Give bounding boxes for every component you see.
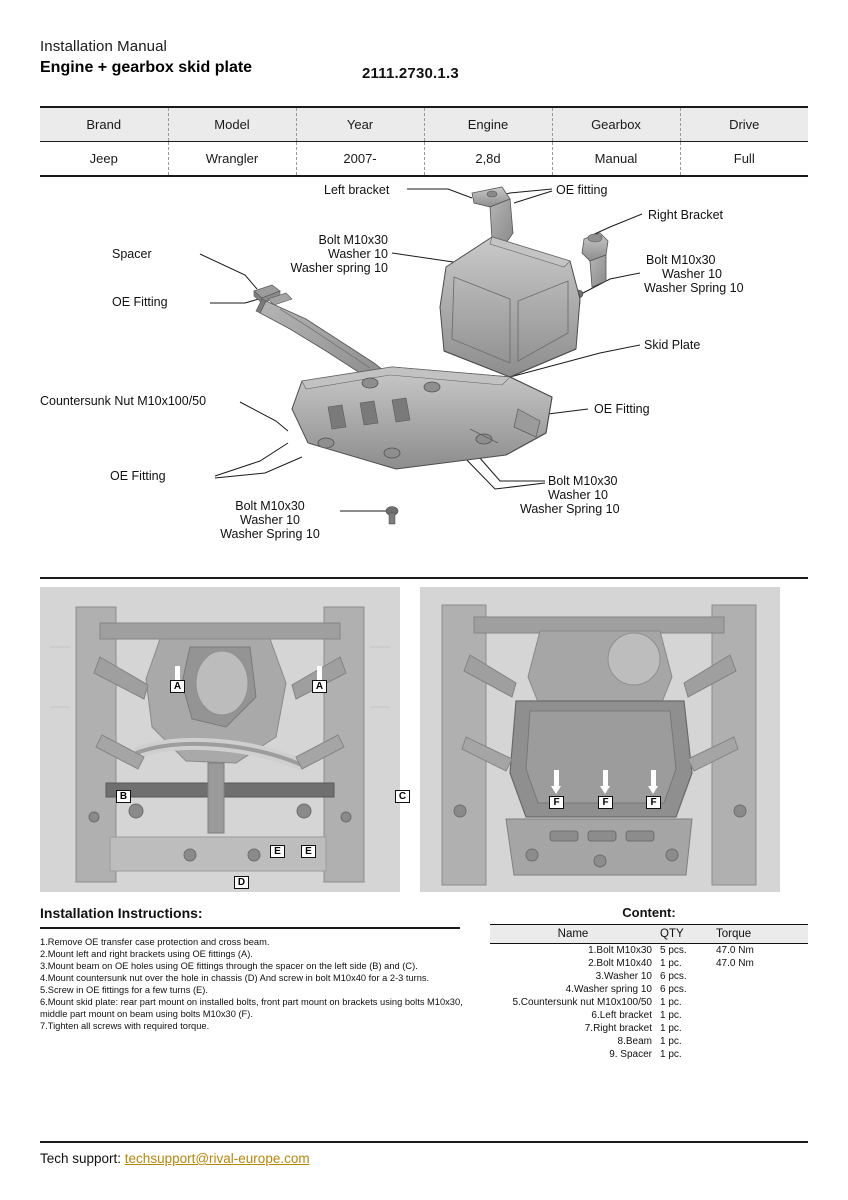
instruction-step-1: 1.Remove OE transfer case protection and cross beam. [40,937,270,947]
content-torque-3 [712,970,808,983]
instruction-step-5: 5.Screw in OE fittings for a few turns (E). [40,985,208,996]
callout-f3: F [646,796,661,809]
label-right-bracket: Right Bracket [648,208,724,222]
arrow-f2 [600,786,610,794]
label-bolt-block-bottom-line3: Washer Spring 10 [520,502,620,516]
table-row [490,1035,808,1048]
content-torque-1: 47.0 Nm [716,945,754,956]
callout-a-left: A [170,680,185,693]
instruction-step-4: 4.Mount countersunk nut over the hole in chassis (D) And screw in bolt M10x40 for a 2-3 turns. [40,973,430,984]
label-countersunk-nut: Countersunk Nut M10x100/50 [40,394,207,408]
document-header [40,38,808,96]
table-row [490,970,808,983]
spec-value-year: 2007- [296,142,424,176]
label-bolt-block-top-left-line1: Bolt M10x30 [318,233,388,247]
content-name-2: 2.Bolt M10x40 [588,958,652,969]
label-bolt-block-bottom-left-line1: Bolt M10x30 [235,499,305,513]
label-oe-fitting-bottom-left: OE Fitting [110,469,166,483]
callout-e2: E [301,845,316,858]
instructions-rule [40,927,460,929]
photo-chassis-before [40,587,407,892]
callout-e1: E [270,845,285,858]
instruction-step-6: 6.Mount skid plate: rear part mount on installed bolts, front part mount on brackets using bolts M10x30, middle part mount on beam using bolts M10x30 (F). [40,997,463,1020]
content-qty-9: 1 pc. [660,1049,682,1060]
content-name-4: 4.Washer spring 10 [565,984,652,995]
content-col-qty: QTY [656,925,712,944]
content-header-row [490,925,808,944]
table-row [490,983,808,996]
spec-col-drive: Drive [680,108,808,142]
callout-f2: F [598,796,613,809]
content-qty-6: 1 pc. [660,1010,682,1021]
content-block [490,905,808,1061]
content-name-1: 1.Bolt M10x30 [588,945,652,956]
spec-col-gearbox: Gearbox [552,108,680,142]
content-name-9: 9. Spacer [609,1049,652,1060]
content-torque-7 [712,1022,808,1035]
content-torque-6 [712,1009,808,1022]
label-skid-plate: Skid Plate [644,338,701,352]
label-bolt-block-bottom-left-line2: Washer 10 [240,513,300,527]
bottom-section [40,905,808,1085]
content-qty-3: 6 pcs. [660,971,687,982]
label-bolt-block-bottom-line2: Washer 10 [548,488,608,502]
content-col-torque: Torque [712,925,808,944]
label-bolt-block-bottom-left-line3: Washer Spring 10 [220,527,320,541]
spec-value-brand: Jeep [40,142,168,176]
label-bolt-block-right-line3: Washer Spring 10 [644,281,744,295]
page-title: Engine + gearbox skid plate [40,59,253,76]
table-row [490,996,808,1009]
footer-rule [40,1141,808,1143]
label-spacer: Spacer [112,247,152,261]
content-name-6: 6.Left bracket [591,1010,652,1021]
arrow-f1 [551,786,561,794]
table-row [490,957,808,970]
table-row [490,1048,808,1061]
document-footer [40,1141,808,1166]
content-torque-2: 47.0 Nm [716,958,754,969]
spec-value-model: Wrangler [168,142,296,176]
content-torque-5 [712,996,808,1009]
content-torque-9 [712,1048,808,1061]
exploded-assembly-diagram [40,181,808,571]
callout-d: D [234,876,249,889]
diagram-artwork [40,181,808,571]
content-qty-8: 1 pc. [660,1036,682,1047]
label-bolt-block-bottom-line1: Bolt M10x30 [548,474,618,488]
table-row [490,944,808,958]
photo-right-artwork [420,587,780,892]
content-name-8: 8.Beam [617,1036,652,1047]
content-qty-1: 5 pcs. [660,945,687,956]
table-row [40,142,808,176]
table-row [490,1022,808,1035]
spec-value-engine: 2,8d [424,142,552,176]
spec-col-brand: Brand [40,108,168,142]
instruction-step-7: 7.Tighten all screws with required torque. [40,1021,210,1032]
table-row [490,1009,808,1022]
label-oe-fitting-top: OE fitting [556,183,608,197]
callout-b: B [116,790,131,803]
photo-chassis-after [420,587,780,892]
leader-f1 [554,770,559,786]
leader-a1 [175,666,180,680]
manual-label: Installation Manual [40,38,167,55]
callout-f1: F [549,796,564,809]
instructions-list [40,937,472,1033]
spec-col-engine: Engine [424,108,552,142]
spec-bottom-rule [40,175,808,177]
tech-support-line [40,1151,808,1166]
callout-a-right: A [312,680,327,693]
label-oe-fitting-left: OE Fitting [112,295,168,309]
content-name-5: 5.Countersunk nut M10x100/50 [512,997,652,1008]
instruction-step-2: 2.Mount left and right brackets using OE fittings (A). [40,949,253,960]
product-code: 2111.2730.1.3 [362,65,459,82]
label-oe-fitting-right: OE Fitting [594,402,650,416]
leader-f2 [603,770,608,786]
arrow-f3 [648,786,658,794]
instruction-step-3: 3.Mount beam on OE holes using OE fittings through the spacer on the left side (B) and (C). [40,961,418,972]
label-bolt-block-right-line1: Bolt M10x30 [646,253,716,267]
tech-support-email-link[interactable]: techsupport@rival-europe.com [124,1151,310,1166]
content-qty-2: 1 pc. [660,958,682,969]
spec-col-model: Model [168,108,296,142]
content-qty-5: 1 pc. [660,997,682,1008]
instructions-title: Installation Instructions: [40,905,203,921]
leader-a2 [317,666,322,680]
label-bolt-block-top-left-line3: Washer spring 10 [290,261,388,275]
leader-f3 [651,770,656,786]
content-col-name: Name [490,925,656,944]
callout-c: C [395,790,410,803]
spec-value-gearbox: Manual [552,142,680,176]
label-bolt-block-top-left-line2: Washer 10 [328,247,388,261]
content-name-7: 7.Right bracket [584,1023,652,1034]
label-bolt-block-right-line2: Washer 10 [662,267,722,281]
photo-left-artwork [40,587,400,892]
content-title: Content: [622,905,676,920]
vehicle-spec-table [40,106,808,177]
spec-header-row [40,108,808,142]
spec-col-year: Year [296,108,424,142]
tech-support-label: Tech support: [40,1151,125,1166]
content-name-3: 3.Washer 10 [595,971,652,982]
content-qty-4: 6 pcs. [660,984,687,995]
content-torque-4 [712,983,808,996]
content-qty-7: 1 pc. [660,1023,682,1034]
content-torque-8 [712,1035,808,1048]
label-left-bracket: Left bracket [324,183,390,197]
spec-value-drive: Full [680,142,808,176]
installation-photos [40,577,808,895]
content-table [490,924,808,1061]
